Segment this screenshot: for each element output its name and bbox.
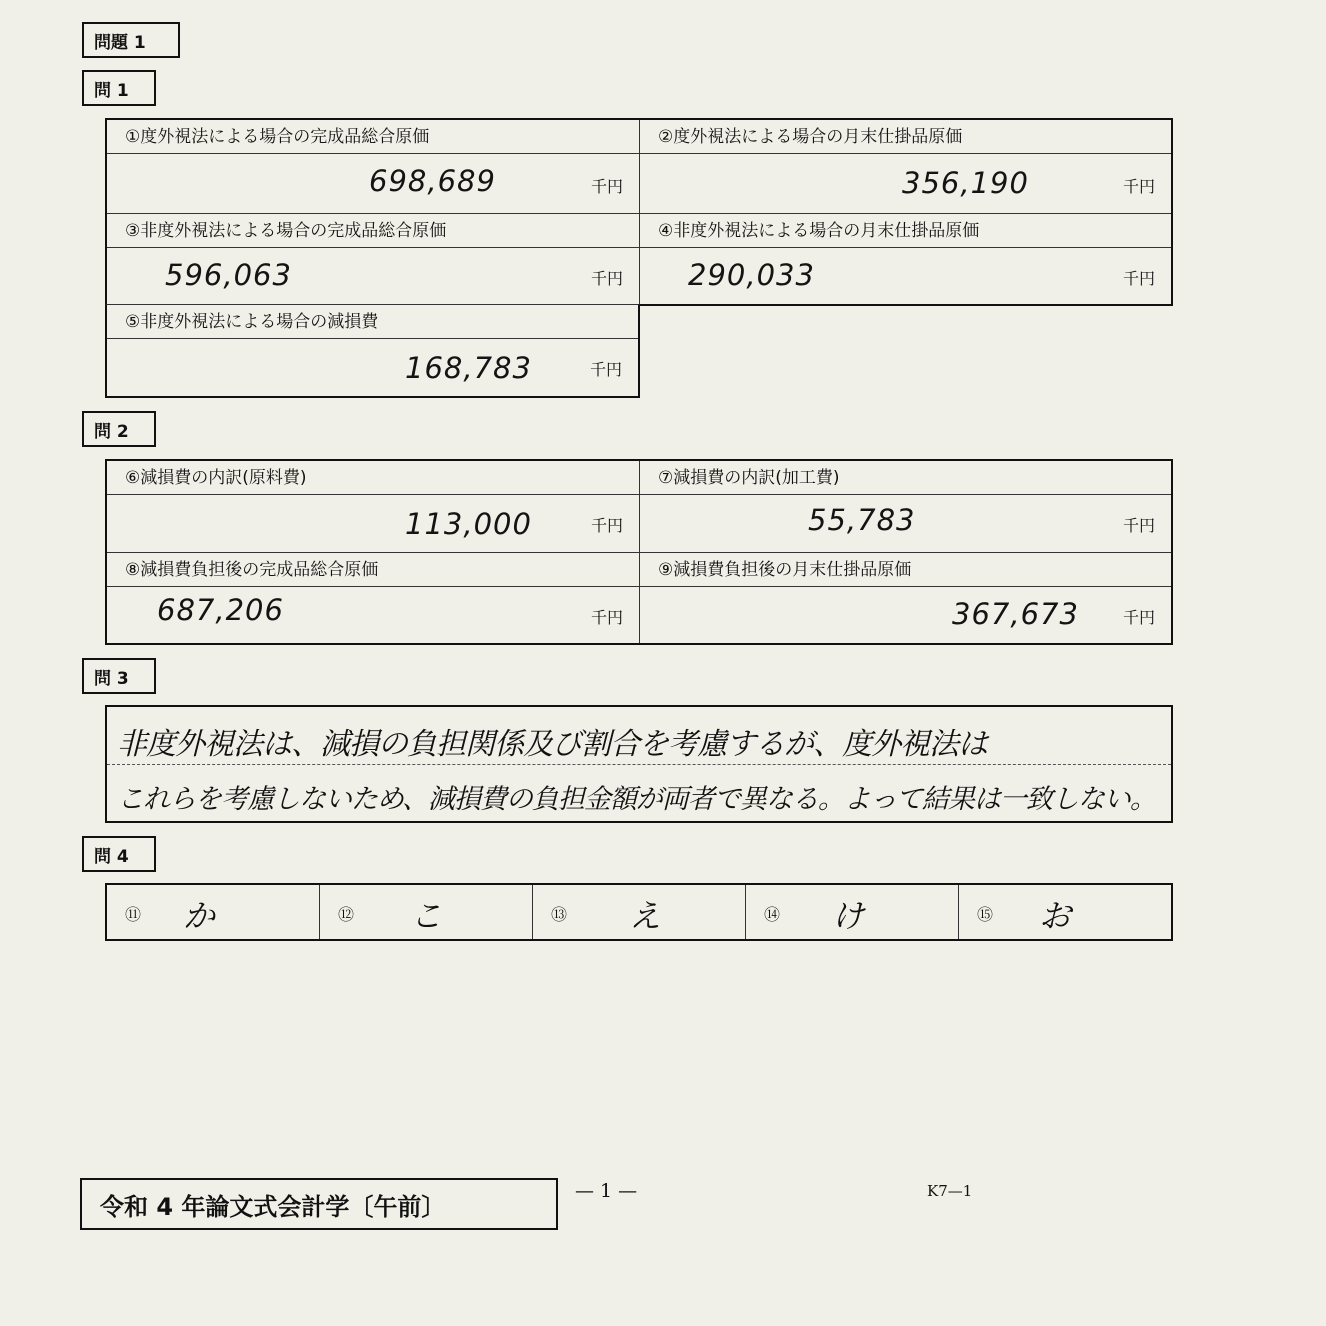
q2-cell-8-title: ⑧減損費負担後の完成品総合原価	[107, 553, 639, 587]
q1-cell-3	[107, 214, 640, 306]
q1-cell-1-unit: 千円	[590, 177, 623, 196]
q1-cell-4-value[interactable]: 290,033	[688, 258, 815, 292]
q4-cell-11-answer[interactable]: か	[183, 897, 216, 935]
q4-cell-15[interactable]	[959, 885, 1171, 939]
q1-cell-5	[105, 304, 640, 398]
question-1-label: 問 1	[82, 70, 156, 106]
q2-cell-6-unit: 千円	[590, 516, 623, 535]
q1-cell-4	[640, 214, 1171, 306]
q1-cell-1	[107, 120, 640, 214]
q1-cell-3-title: ③非度外視法による場合の完成品総合原価	[107, 214, 639, 248]
q1-cell-2-value[interactable]: 356,190	[902, 166, 1029, 200]
q3-essay-box[interactable]	[105, 705, 1173, 823]
q4-cell-12-number: ⑫	[338, 905, 355, 924]
q2-cell-9-title: ⑨減損費負担後の月末仕掛品原価	[640, 553, 1171, 587]
q2-cell-7	[640, 461, 1171, 553]
q1-cell-5-unit: 千円	[589, 360, 622, 379]
q2-cell-6	[107, 461, 640, 553]
q1-cell-2	[640, 120, 1171, 214]
q1-cell-1-title: ①度外視法による場合の完成品総合原価	[107, 120, 639, 154]
question-4-label: 問 4	[82, 836, 156, 872]
essay-ruled-line	[107, 764, 1171, 765]
question-3-label: 問 3	[82, 658, 156, 694]
q2-cell-9-value[interactable]: 367,673	[952, 597, 1079, 631]
exam-title-box: 令和 4 年論文式会計学〔午前〕	[80, 1178, 558, 1230]
question-2-label: 問 2	[82, 411, 156, 447]
q2-cell-7-value[interactable]: 55,783	[808, 503, 916, 537]
q2-cell-8-unit: 千円	[590, 608, 623, 627]
q3-essay-line-2[interactable]: これらを考慮しないため、減損費の負担金額が両者で異なる。よって結果は一致しない。	[117, 784, 1156, 815]
q4-cell-15-answer[interactable]: お	[1039, 897, 1072, 935]
q1-cell-3-unit: 千円	[590, 269, 623, 288]
q4-cell-12[interactable]	[320, 885, 533, 939]
problem-label: 問題 1	[82, 22, 180, 58]
q4-cell-13-number: ⑬	[551, 905, 568, 924]
q4-answer-row	[105, 883, 1173, 941]
q4-cell-14[interactable]	[746, 885, 959, 939]
q4-cell-13[interactable]	[533, 885, 746, 939]
q1-cell-4-unit: 千円	[1122, 269, 1155, 288]
q2-answer-grid	[105, 459, 1173, 645]
q4-cell-11-number: ⑪	[125, 905, 142, 924]
q2-cell-7-title: ⑦減損費の内訳(加工費)	[640, 461, 1171, 495]
q2-cell-9-unit: 千円	[1122, 608, 1155, 627]
q4-cell-13-answer[interactable]: え	[629, 897, 662, 935]
q1-cell-3-value[interactable]: 596,063	[165, 258, 292, 292]
q1-answer-grid	[105, 118, 1173, 306]
q4-cell-11[interactable]	[107, 885, 320, 939]
document-code: K7—1	[927, 1182, 973, 1200]
q2-cell-7-unit: 千円	[1122, 516, 1155, 535]
q2-cell-8-value[interactable]: 687,206	[157, 593, 284, 627]
q2-cell-6-title: ⑥減損費の内訳(原料費)	[107, 461, 639, 495]
q1-cell-1-value[interactable]: 698,689	[369, 164, 496, 198]
q2-cell-9	[640, 553, 1171, 643]
q1-cell-2-unit: 千円	[1122, 177, 1155, 196]
q2-cell-6-value[interactable]: 113,000	[405, 507, 532, 541]
q4-cell-12-answer[interactable]: こ	[410, 897, 443, 935]
q1-cell-5-value[interactable]: 168,783	[405, 351, 532, 385]
q1-cell-4-title: ④非度外視法による場合の月末仕掛品原価	[640, 214, 1171, 248]
q4-cell-14-number: ⑭	[764, 905, 781, 924]
q4-cell-15-number: ⑮	[977, 905, 994, 924]
q1-cell-2-title: ②度外視法による場合の月末仕掛品原価	[640, 120, 1171, 154]
q1-cell-5-title: ⑤非度外視法による場合の減損費	[107, 305, 638, 339]
q2-cell-8	[107, 553, 640, 643]
q3-essay-line-1[interactable]: 非度外視法は、減損の負担関係及び割合を考慮するが、度外視法は	[117, 727, 987, 762]
q4-cell-14-answer[interactable]: け	[832, 897, 865, 935]
page-number: — 1 —	[575, 1180, 638, 1202]
